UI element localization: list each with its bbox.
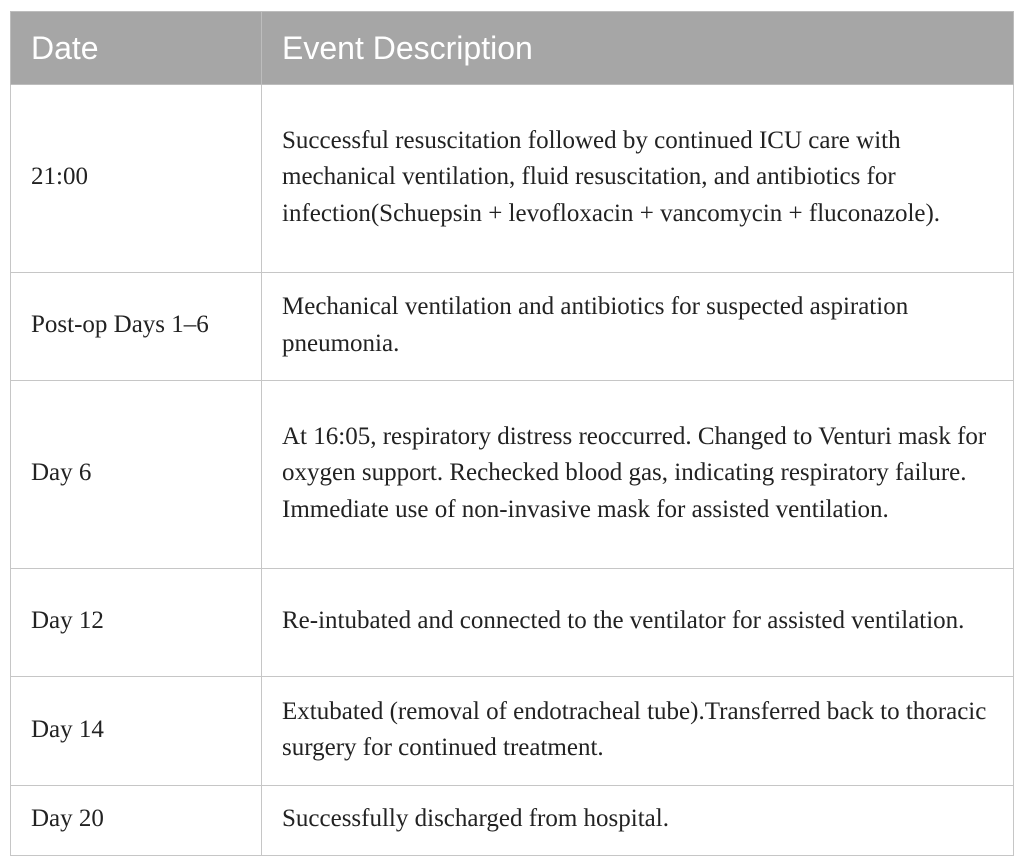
- event-description-cell: Successful resuscitation followed by continued ICU care with mechanical ventilation, fluid resuscitation, and antibiotics for infection(Schuepsin + levofloxacin + vancomycin + fluconazole).: [262, 85, 1014, 273]
- date-column-header: Date: [11, 12, 262, 85]
- event-timeline-table-container: [10, 11, 1013, 856]
- table-row: [11, 381, 1014, 569]
- table-row: [11, 273, 1014, 381]
- table-row: [11, 677, 1014, 786]
- table-row: [11, 786, 1014, 856]
- header-row: [11, 12, 1014, 85]
- event-description-cell: Re-intubated and connected to the ventilator for assisted ventilation.: [262, 569, 1014, 677]
- date-cell: Post-op Days 1–6: [11, 273, 262, 381]
- table-body: [11, 85, 1014, 856]
- table-row: [11, 569, 1014, 677]
- table-row: [11, 85, 1014, 273]
- event-description-cell: At 16:05, respiratory distress reoccurred. Changed to Venturi mask for oxygen support. Rechecked blood gas, indicating respiratory failure. Immediate use of non-invasive mask for assisted ventilation.: [262, 381, 1014, 569]
- event-description-cell: Extubated (removal of endotracheal tube).Transferred back to thoracic surgery for continued treatment.: [262, 677, 1014, 786]
- event-timeline-table: [10, 11, 1014, 856]
- date-cell: Day 6: [11, 381, 262, 569]
- date-cell: Day 14: [11, 677, 262, 786]
- date-cell: 21:00: [11, 85, 262, 273]
- event-description-column-header: Event Description: [262, 12, 1014, 85]
- date-cell: Day 20: [11, 786, 262, 856]
- event-description-cell: Mechanical ventilation and antibiotics for suspected aspiration pneumonia.: [262, 273, 1014, 381]
- table-header: [11, 12, 1014, 85]
- date-cell: Day 12: [11, 569, 262, 677]
- event-description-cell: Successfully discharged from hospital.: [262, 786, 1014, 856]
